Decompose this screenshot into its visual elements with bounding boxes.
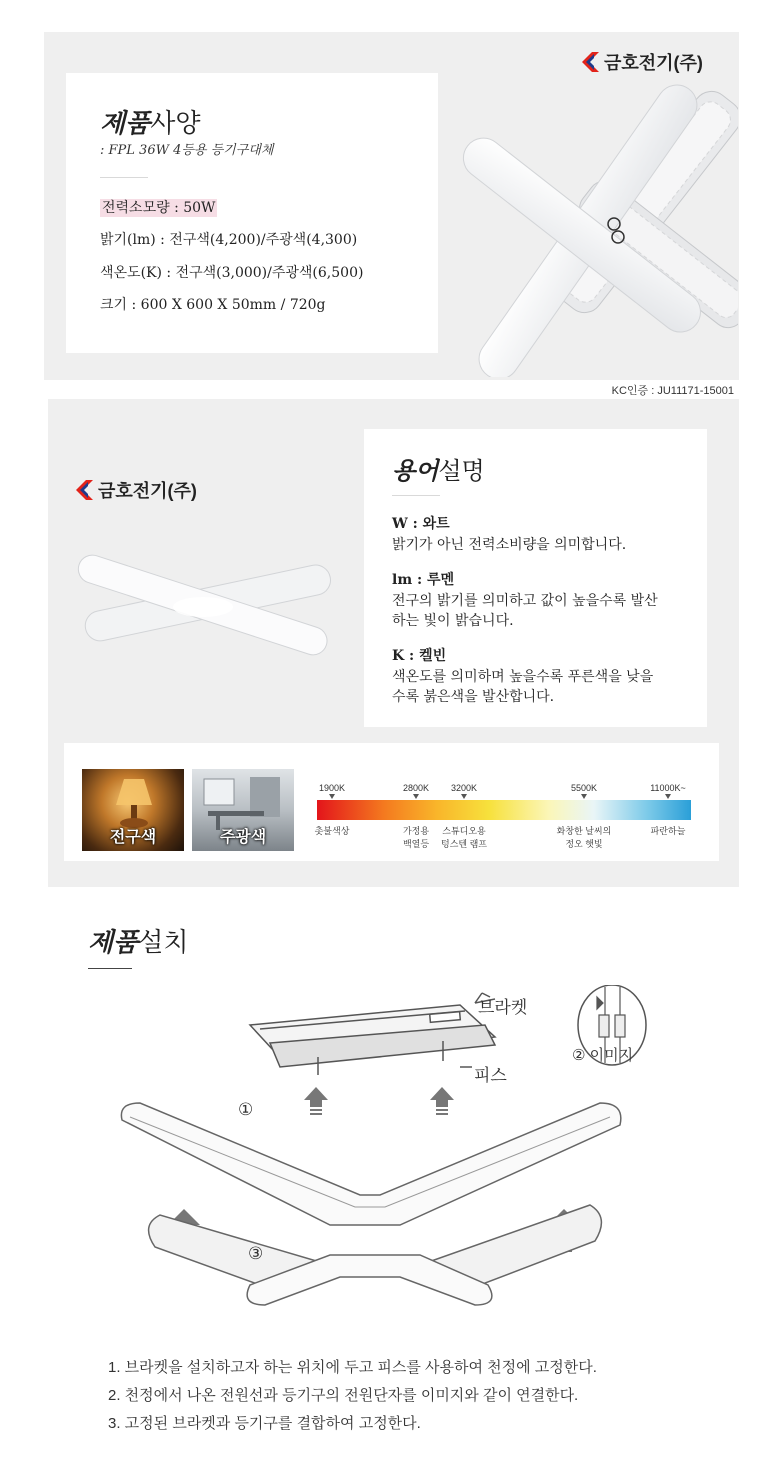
brand-logo-2: 금호전기(주) bbox=[76, 477, 197, 503]
install-step-1: 1. 브라켓을 설치하고자 하는 위치에 두고 피스를 사용하여 천정에 고정한다. bbox=[108, 1359, 597, 1376]
k-desc-5500: 화창한 날씨의 정오 햇빛 bbox=[556, 826, 612, 849]
k-desc-1900: 촛불색상 bbox=[314, 826, 350, 836]
cool-light-label: 주광색 bbox=[219, 829, 267, 846]
warm-light-photo bbox=[82, 769, 184, 851]
spec-title: 제품사양 bbox=[100, 108, 201, 138]
k-desc-11000: 파란하늘 bbox=[650, 826, 686, 836]
spec-subtitle: : FPL 36W 4등용 등기구대체 bbox=[100, 143, 274, 158]
term-desc-watt: 밝기가 아닌 전력소비량을 의미합니다. bbox=[392, 537, 627, 553]
term-desc-kelvin: 색온도를 의미하며 높을수록 푸른색을 낮을수록 붉은색을 발산합니다. bbox=[392, 669, 654, 705]
term-head-lumen: lm : 루멘 bbox=[392, 572, 455, 588]
divider bbox=[100, 177, 148, 178]
k-logo-icon bbox=[582, 52, 600, 72]
term-head-kelvin: K : 켈빈 bbox=[392, 648, 447, 664]
product-image bbox=[418, 82, 738, 377]
k-marker bbox=[413, 794, 419, 799]
terms-section bbox=[48, 399, 739, 887]
image-label: ② 이미지 bbox=[572, 1047, 634, 1064]
step1-label: ① bbox=[238, 1100, 254, 1119]
divider bbox=[88, 968, 132, 969]
k-desc-3200: 스튜디오용 텅스텐 램프 bbox=[441, 826, 487, 849]
term-head-watt: W : 와트 bbox=[392, 516, 450, 532]
k-marker bbox=[581, 794, 587, 799]
k-marker bbox=[329, 794, 335, 799]
spec-size: 크기 : 600 X 600 X 50mm / 720g bbox=[100, 297, 326, 313]
k-marker bbox=[461, 794, 467, 799]
k-label-11000: 11000K~ bbox=[650, 783, 686, 793]
spec-section bbox=[44, 32, 739, 380]
screw-label: 피스 bbox=[474, 1066, 507, 1085]
warm-light-label: 전구색 bbox=[109, 829, 157, 846]
terms-card bbox=[364, 429, 707, 727]
cool-light-photo bbox=[192, 769, 294, 851]
color-temperature-card bbox=[64, 743, 719, 861]
terms-title: 용어설명 bbox=[392, 458, 485, 485]
divider bbox=[392, 495, 440, 496]
bracket-label: 브라켓 bbox=[478, 998, 528, 1017]
k-label-2800: 2800K bbox=[402, 783, 430, 793]
install-step-2: 2. 천정에서 나온 전원선과 등기구의 전원단자를 이미지와 같이 연결한다. bbox=[108, 1387, 579, 1404]
brand-logo: 금호전기(주) bbox=[582, 49, 703, 75]
k-label-3200: 3200K bbox=[450, 783, 478, 793]
k-label-1900: 1900K bbox=[318, 783, 346, 793]
term-desc-lumen: 전구의 밝기를 의미하고 값이 높을수록 발산하는 빛이 밝습니다. bbox=[392, 593, 658, 629]
spec-card bbox=[66, 73, 438, 353]
product-image-flat bbox=[58, 539, 348, 669]
install-diagram bbox=[100, 985, 680, 1330]
kc-certification: KC인증 : JU11171-15001 bbox=[611, 385, 734, 397]
step3-label: ③ bbox=[248, 1244, 264, 1263]
k-desc-2800: 가정용 백열등 bbox=[402, 826, 430, 849]
install-step-3: 3. 고정된 브라켓과 등기구를 결합하여 고정한다. bbox=[108, 1415, 421, 1432]
k-label-5500: 5500K bbox=[570, 783, 598, 793]
spec-power: 전력소모량 : 50W bbox=[102, 200, 216, 216]
spec-color-temp: 색온도(K) : 전구색(3,000)/주광색(6,500) bbox=[100, 265, 364, 281]
color-temperature-bar bbox=[317, 800, 691, 820]
spec-brightness: 밝기(lm) : 전구색(4,200)/주광색(4,300) bbox=[100, 232, 358, 248]
lamp-icon bbox=[104, 775, 164, 831]
k-logo-icon bbox=[76, 480, 94, 500]
install-title: 제품설치 bbox=[88, 927, 189, 957]
k-marker bbox=[665, 794, 671, 799]
